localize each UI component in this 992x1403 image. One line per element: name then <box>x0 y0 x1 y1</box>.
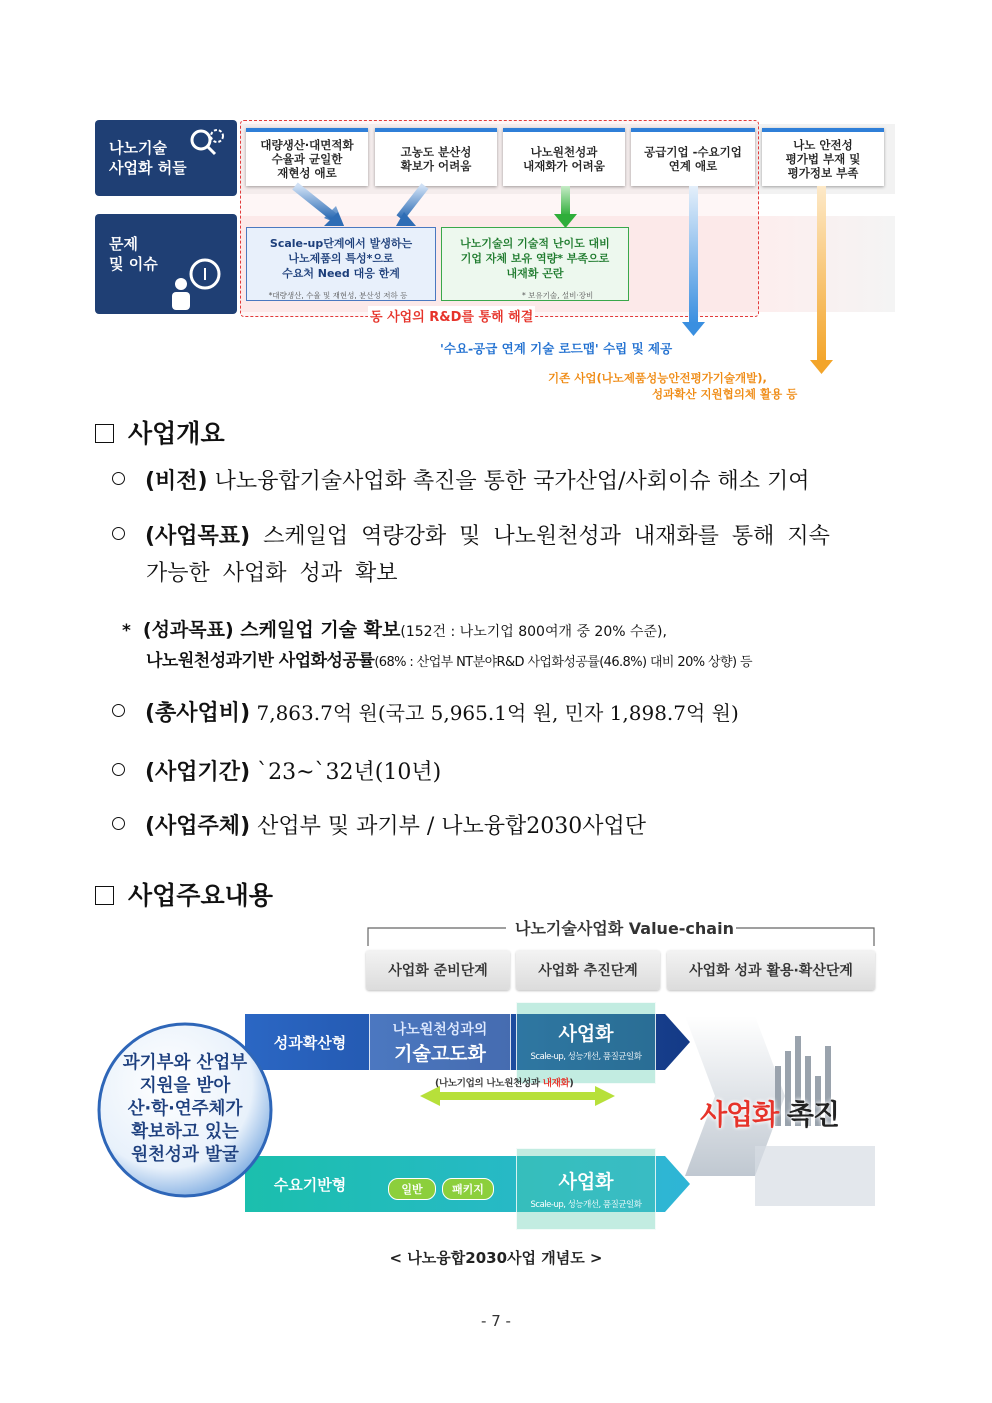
hurdle-card: 공급기업 -수요기업 연계 애로 <box>631 128 755 186</box>
lane-demand-label: 수요기반형 <box>273 1175 347 1194</box>
period-item: (사업기간) `23~`32년(10년) <box>112 758 441 788</box>
existing-program-text-1: 기존 사업(나노제품성능안전평가기술개발), <box>548 371 767 385</box>
roadmap-text: '수요-공급 연계 기술 로드맵' 수립 및 제공 <box>440 341 673 356</box>
organization-item: (사업주체) 산업부 및 과기부 / 나노융합2030사업단 <box>112 812 646 842</box>
existing-program-text-2: 성과확산 지원협의체 활용 등 <box>652 387 798 401</box>
goal-item: (사업목표) 스케일업 역량강화 및 나노원천성과 내재화를 통해 지속 <box>112 522 902 552</box>
hurdle-card: 나노 안전성 평가법 부재 및 평가정보 부족 <box>762 128 884 186</box>
stage-execute: 사업화 추진단계 <box>516 950 660 990</box>
section-title-contents: 사업주요내용 <box>95 876 273 912</box>
stage-spread: 사업화 성과 활용·확산단계 <box>667 950 875 990</box>
circle-bullet-icon <box>112 527 125 540</box>
origin-circle-text: 과기부와 산업부 지원을 받아 산·학·연주체가 확보하고 있는 원천성과 발굴 <box>122 1053 248 1165</box>
commercialize-box-bottom: 사업화 Scale-up, 성능개선, 품질균일화 <box>516 1148 656 1230</box>
value-chain-title: 나노기술사업화 Value-chain <box>515 919 734 938</box>
hurdle-card: 대량생산·대면적화 수율과 균일한 재현성 애로 <box>246 128 368 186</box>
pill-package: 패키지 <box>442 1178 494 1200</box>
square-bullet-icon <box>95 886 114 905</box>
hurdle-card: 고농도 분산성 확보가 어려움 <box>375 128 497 186</box>
gear-search-icon <box>187 126 227 158</box>
lightbulb-person-icon <box>167 254 227 312</box>
promotion-text: 사업화 촉진 <box>700 1098 840 1131</box>
issue-row-text: 문제 및 이슈 <box>109 235 158 273</box>
lane-spread-label: 성과확산형 <box>273 1033 347 1052</box>
square-bullet-icon <box>95 424 114 443</box>
tech-advance-box: 나노원천성과의 기술고도화 <box>369 1002 511 1084</box>
issue-scaleup-box: Scale-up단계에서 발생하는 나노제품의 특성*으로 수요처 Need 대응 한계 <box>246 227 436 301</box>
hurdle-row-label <box>95 120 237 196</box>
goal-item-cont: 가능한 사업화 성과 확보 <box>146 561 398 586</box>
budget-item: (총사업비) 7,863.7억 원(국고 5,965.1억 원, 민자 1,898.7억 원) <box>112 698 739 729</box>
figure-caption: < 나노융합2030사업 개념도 > <box>389 1249 603 1267</box>
vision-item: (비전) 나노융합기술사업화 촉진을 통한 국가산업/사회이슈 해소 기여 <box>112 467 810 497</box>
circle-bullet-icon <box>112 704 125 717</box>
internalize-label: (나노기업의 나노원천성과 내재화) <box>435 1078 574 1089</box>
performance-target-cont: 나노원천성과기반 사업화성공률(68% : 산업부 NT분야R&D 사업화성공률(46.8%) 대비 20% 상향) 등 <box>146 651 752 671</box>
issue-internalize-box: 나노기술의 기술적 난이도 대비 기업 자체 보유 역량* 부족으로 내재화 곤란 <box>441 227 629 301</box>
commercialize-box-top: 사업화 Scale-up, 성능개선, 품질균일화 <box>516 1002 656 1084</box>
page-number: - 7 - <box>481 1312 511 1330</box>
rd-solution-text: 동 사업의 R&D를 통해 해결 <box>368 306 535 325</box>
stage-prepare: 사업화 준비단계 <box>366 950 510 990</box>
circle-bullet-icon <box>112 763 125 776</box>
circle-bullet-icon <box>112 817 125 830</box>
performance-target: * (성과목표) 스케일업 기술 확보(152건 : 나노기업 800여개 중 20% 수준), <box>122 619 667 641</box>
hurdle-card: 나노원천성과 내재화가 어려움 <box>503 128 625 186</box>
issue-internalize-note: * 보유기술, 설비·장비 <box>522 291 594 300</box>
section-title-overview: 사업개요 <box>95 414 225 450</box>
circle-bullet-icon <box>112 472 125 485</box>
pill-general: 일반 <box>388 1178 436 1200</box>
issue-scaleup-note: *대량생산, 수율 및 재현성, 분산성 저하 등 <box>268 291 408 300</box>
issue-row-label <box>95 214 237 314</box>
hurdle-row-text: 나노기술 사업화 허들 <box>109 139 187 177</box>
